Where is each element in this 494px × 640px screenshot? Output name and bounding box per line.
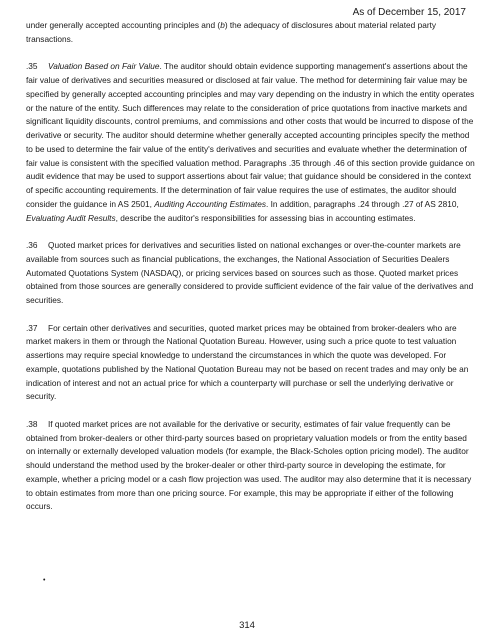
paragraph-number: .38 [26, 418, 38, 429]
continuation-letter-b: b [220, 20, 225, 30]
continuation-paragraph [26, 19, 478, 47]
paragraph-number: .35 [26, 61, 38, 72]
paragraph-37 [26, 322, 478, 405]
paragraph-38 [26, 418, 478, 514]
document-body [26, 19, 478, 528]
paragraph-text: If quoted market prices are not available for the derivative or security, estimates of fair value frequently can be obtained from broker-dealers or other third-party sources based on proprietary valuation models or from the entity based on internally or externally developed valuation models (for example, the Black-Scholes option pricing model). The auditor should understand the method used by the broker-dealer or other third-party source in developing the estimate, for example, whether a pricing model or a cash flow projection was used. The auditor may also determine that it is necessary to obtain estimates from more than one pricing source. For example, this may be appropriate if either of the following occurs. [26, 418, 472, 512]
paragraph-35 [26, 60, 478, 225]
paragraph-text: For certain other derivatives and securities, quoted market prices may be obtained from broker-dealers who are market makers in them or through the National Quotation Bureau. However, using such a price quote to test valuation assertions may require special knowledge to understand the circumstances in which the quote was developed. For example, quotations published by the National Quotation Bureau may not be based on recent trades and may only be an indication of interest and not an actual price for which a counterparty will purchase or sell the underlying derivative or security. [26, 322, 469, 402]
bullet-marker: • [43, 577, 46, 584]
paragraph-36 [26, 239, 478, 308]
standard-reference: Evaluating Audit Results [26, 212, 116, 223]
standard-reference: Auditing Accounting Estimates [154, 198, 266, 209]
paragraph-text: . In addition, paragraphs .24 through .27 of AS 2810, [266, 198, 459, 209]
paragraph-text: . The auditor should obtain evidence supporting management's assertions about the fair value of derivatives and securities measured or disclosed at fair value. The method for determining fair value may be specified by generally accepted accounting principles and may vary depending on the industry in which the entity operates or the nature of the entity. Such differences may relate to the consideration of price quotations from inactive markets and significant liquidity discounts, control premiums, and commissions and other costs that would be incurred to dispose of the derivative or security. The auditor should determine whether generally accepted accounting principles specify the method to be used to determine the fair value of the entity's derivatives and securities and evaluate whether the determination of fair value is consistent with the specified valuation method. Paragraphs .35 through .46 of this section provide guidance on audit evidence that may be used to support assertions about fair value; that guidance should be considered in the context of specific accounting requirements. If the determination of fair value requires the use of estimates, the auditor should consider the guidance in AS 2501, [26, 61, 475, 209]
continuation-text-a: under generally accepted accounting principles and ( [26, 20, 221, 30]
paragraph-text: , describe the auditor's responsibilities for assessing bias in accounting estimates. [115, 212, 416, 223]
paragraph-number: .36 [26, 240, 38, 250]
paragraph-number: .37 [26, 322, 38, 333]
page-number: 314 [239, 620, 255, 631]
paragraph-heading: Valuation Based on Fair Value [48, 61, 160, 72]
header-date: As of December 15, 2017 [352, 7, 466, 18]
continuation-text-c: ) the adequacy of disclosures about material related party transactions. [26, 20, 437, 44]
paragraph-text: Quoted market prices for derivatives and securities listed on national exchanges or over-the-counter markets are available from sources such as financial publications, the exchanges, the National Association of Securities Dealers Automated Quotations System (NASDAQ), or pricing services based on sources such as those. Quoted market prices obtained from those sources are generally considered to provide sufficient evidence of the fair value of the derivatives and securities. [26, 240, 474, 305]
